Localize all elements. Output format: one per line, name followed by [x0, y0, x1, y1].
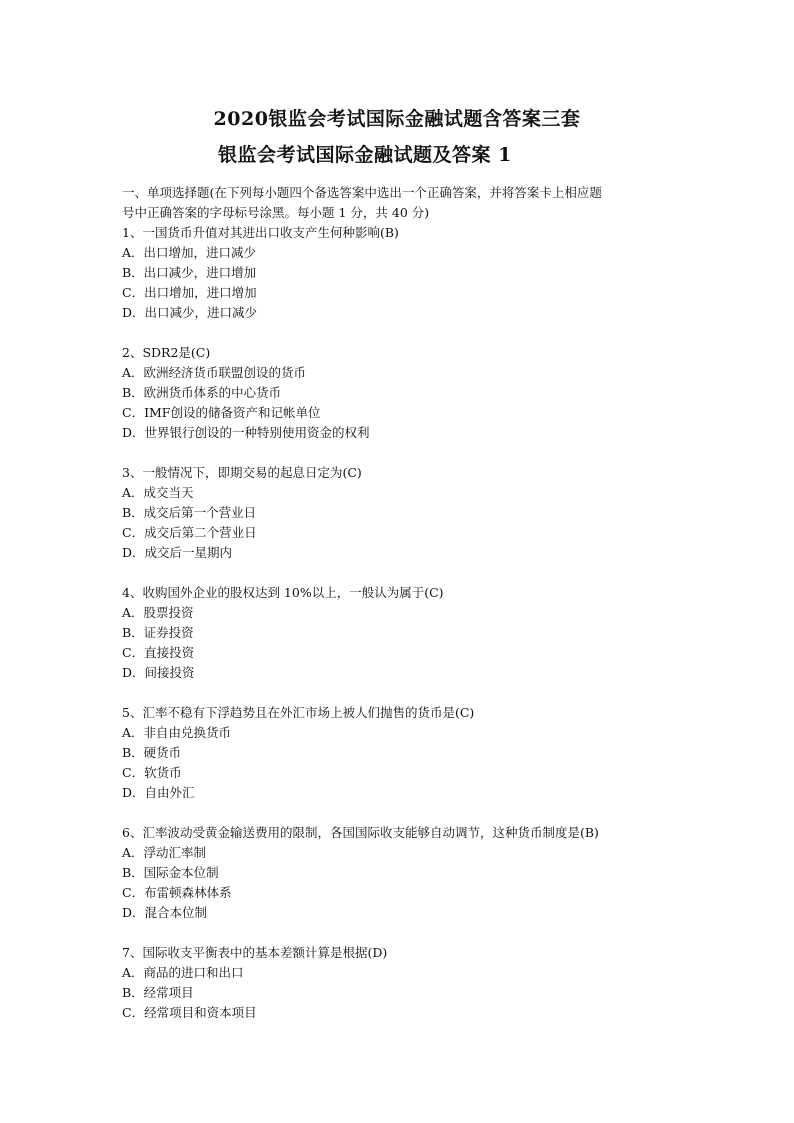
- option-b: B．硬货币: [122, 745, 182, 760]
- option-c: C．成交后第二个营业日: [122, 525, 257, 540]
- document-subtitle: 银监会考试国际金融试题及答案 1: [218, 144, 512, 166]
- question-7: [122, 943, 672, 1023]
- question-4: [122, 583, 672, 683]
- option-a: A．股票投资: [122, 605, 194, 620]
- section-heading-line-2: 号中正确答案的字母标号涂黑。每小题 1 分，共 40 分): [122, 205, 430, 220]
- question-5: [122, 703, 672, 803]
- option-b: B．国际金本位制: [122, 865, 219, 880]
- option-b: B．证券投资: [122, 625, 194, 640]
- question-6: [122, 823, 672, 923]
- option-a: A．非自由兑换货币: [122, 725, 232, 740]
- option-c: C．IMF创设的储备资产和记帐单位: [122, 405, 321, 420]
- option-a: A．商品的进口和出口: [122, 965, 244, 980]
- question-text: 5、汇率不稳有下浮趋势且在外汇市场上被人们抛售的货币是(C): [122, 705, 475, 720]
- option-c: C．经常项目和资本项目: [122, 1005, 257, 1020]
- option-c: C．直接投资: [122, 645, 195, 660]
- option-d: D．间接投资: [122, 665, 195, 680]
- option-b: B．经常项目: [122, 985, 194, 1000]
- option-b: B．成交后第一个营业日: [122, 505, 257, 520]
- option-d: D．成交后一星期内: [122, 545, 233, 560]
- option-a: A．出口增加，进口减少: [122, 245, 257, 260]
- question-text: 6、汇率波动受黄金输送费用的限制，各国国际收支能够自动调节，这种货币制度是(B): [122, 825, 599, 840]
- question-text: 7、国际收支平衡表中的基本差额计算是根据(D): [122, 945, 388, 960]
- question-3: [122, 463, 672, 563]
- question-text: 4、收购国外企业的股权达到 10%以上，一般认为属于(C): [122, 585, 444, 600]
- option-d: D．自由外汇: [122, 785, 195, 800]
- document-body: [122, 183, 672, 1023]
- option-a: A．成交当天: [122, 485, 194, 500]
- option-c: C．出口增加，进口增加: [122, 285, 257, 300]
- question-2: [122, 343, 672, 443]
- question-text: 1、一国货币升值对其进出口收支产生何种影响(B): [122, 225, 399, 240]
- option-a: A．浮动汇率制: [122, 845, 207, 860]
- question-text: 3、一般情况下，即期交易的起息日定为(C): [122, 465, 362, 480]
- option-b: B．出口减少，进口增加: [122, 265, 257, 280]
- option-c: C．软货币: [122, 765, 182, 780]
- option-b: B．欧洲货币体系的中心货币: [122, 385, 282, 400]
- document-title: 2020银监会考试国际金融试题含答案三套: [213, 108, 581, 130]
- option-d: D．出口减少，进口减少: [122, 305, 258, 320]
- question-1: [122, 223, 672, 323]
- question-text: 2、SDR2是(C): [122, 345, 211, 360]
- section-heading-line-1: 一、单项选择题(在下列每小题四个备选答案中选出一个正确答案，并将答案卡上相应题: [122, 185, 602, 200]
- option-c: C．布雷顿森林体系: [122, 885, 232, 900]
- option-d: D．混合本位制: [122, 905, 208, 920]
- option-a: A．欧洲经济货币联盟创设的货币: [122, 365, 307, 380]
- option-d: D．世界银行创设的一种特别使用资金的权利: [122, 425, 370, 440]
